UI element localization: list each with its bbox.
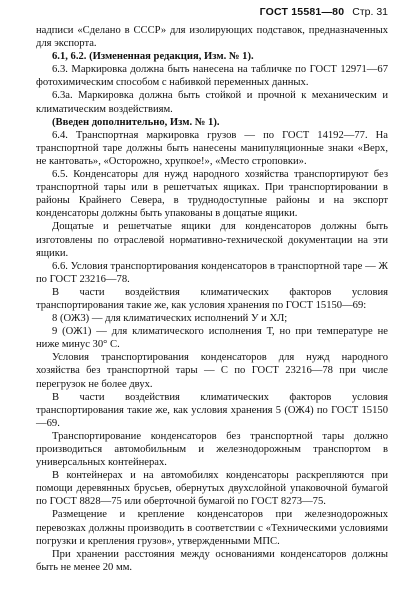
paragraph-fastening: В контейнерах и на автомобилях конденсаторы раскрепляются при помощи деревянных брусьев, обернутых двухслойной упаковочной бумагой по ГОСТ 8828—75 или оберточной бумагой по ГОСТ 8273—75. bbox=[36, 470, 388, 508]
paragraph-condition-8: 8 (ОЖ3) — для климатических исполнений У и ХЛ; bbox=[52, 313, 288, 325]
paragraph-continuation: надписи «Сделано в СССР» для изолирующих подставок, предназначенных для экспорта. bbox=[36, 25, 388, 50]
page-header bbox=[36, 6, 388, 24]
standard-number: ГОСТ 15581—80 bbox=[259, 6, 345, 18]
paragraph-6-3: 6.3. Маркировка должна быть нанесена на табличке по ГОСТ 12971—67 фотохимическим способом с набивкой переменных данных. bbox=[36, 64, 388, 89]
page-number: Стр. 31 bbox=[352, 6, 388, 18]
paragraph-6-5: 6.5. Конденсаторы для нужд народного хозяйства транспортируют без транспортной тары или в решетчатых ящиках. При транспортировании в районы Крайнего Севера, в труднодоступные районы и на экспорт конденсаторы должны быть упакованы в дощатые ящики. bbox=[36, 169, 388, 220]
paragraph-climatic: В части воздействия климатических факторов условия транспортирования такие же, как условия хранения по ГОСТ 15150—69: bbox=[36, 286, 388, 311]
paragraph-storage: При хранении расстояния между основаниями конденсаторов должны быть не менее 20 мм. bbox=[36, 548, 388, 573]
amendment-note-6-1: 6.1, 6.2. (Измененная редакция, Изм. № 1). bbox=[52, 51, 254, 63]
paragraph-6-6: 6.6. Условия транспортирования конденсаторов в транспортной таре — Ж по ГОСТ 23216—78. bbox=[36, 260, 388, 285]
paragraph-climatic-5: В части воздействия климатических факторов условия транспортирования такие же, как условия хранения 5 (ОЖ4) по ГОСТ 15150—69. bbox=[36, 391, 388, 429]
paragraph-rail: Размещение и крепление конденсаторов при железнодорожных перевозках должны производить в соответствии с «Техническими условиями погрузки и крепления грузов», утвержденными МПС. bbox=[36, 509, 388, 547]
paragraph-6-4: 6.4. Транспортная маркировка грузов — по ГОСТ 14192—77. На транспортной таре должны быть нанесены манипуляционные знаки «Верх, не кантовать», «Осторожно, хрупкое!», «Место строповки». bbox=[36, 129, 388, 167]
paragraph-6-3a: 6.3а. Маркировка должна быть стойкой и прочной к механическим и климатическим воздействиям. bbox=[36, 90, 388, 115]
paragraph-condition-9: 9 (ОЖ1) — для климатического исполнения Т, но при температуре не ниже минус 30° С. bbox=[36, 326, 388, 351]
document-body bbox=[36, 24, 388, 574]
paragraph-transport-mode: Транспортирование конденсаторов без транспортной тары должно производиться автомобильным и железнодорожным транспортом в универсальных контейнерах. bbox=[36, 430, 388, 469]
paragraph-no-package: Условия транспортирования конденсаторов для нужд народного хозяйства без транспортной тары — С по ГОСТ 23216—78 при числе перегрузок не более двух. bbox=[36, 352, 388, 390]
amendment-note-6-3a: (Введен дополнительно, Изм. № 1). bbox=[52, 116, 220, 128]
paragraph-boxes: Дощатые и решетчатые ящики для конденсаторов должны быть изготовлены по отраслевой нормативно-технической документации на эти ящики. bbox=[36, 221, 388, 259]
